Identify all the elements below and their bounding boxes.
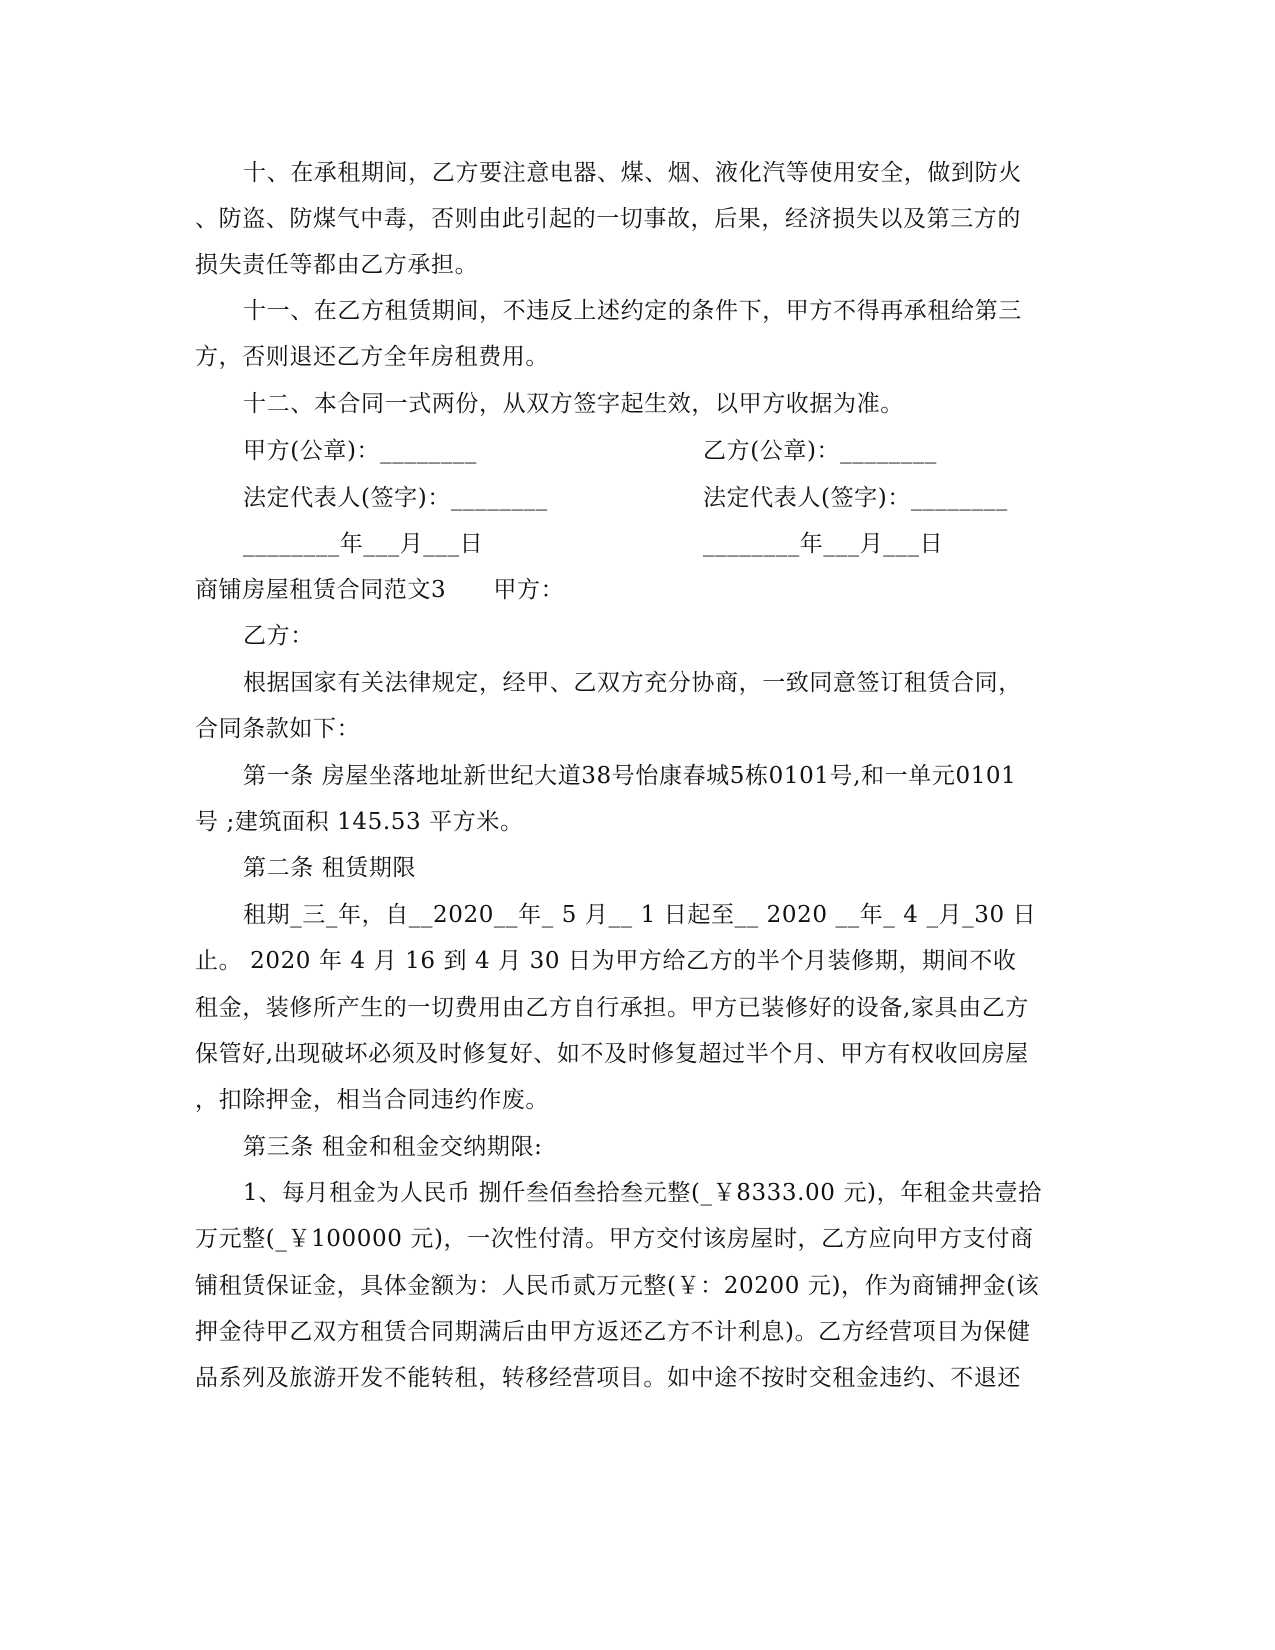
article-2-line-1: 租期_三_年，自__2020__年_ 5 月__ 1 日起至__ 2020 __年_ 4 _月_30 日 xyxy=(243,902,1037,928)
article-3-line-1: 1、每月租金为人民币 捌仟叁佰叁拾叁元整(_￥8333.00 元)，年租金共壹拾 xyxy=(243,1180,1042,1206)
article-3-line-4: 押金待甲乙双方租赁合同期满后由甲方返还乙方不计利息)。乙方经营项目为保健 xyxy=(195,1319,1031,1345)
clause-11-line-1: 十一、在乙方租赁期间，不违反上述约定的条件下，甲方不得再承租给第三 xyxy=(243,298,1022,324)
party-b-seal-field: 乙方(公章)：________ xyxy=(703,438,937,464)
party-b-date-field: ________年___月___日 xyxy=(703,531,944,557)
article-3-line-3: 铺租赁保证金，具体金额为：人民币贰万元整(￥：20200 元)，作为商铺押金(该 xyxy=(195,1273,1040,1299)
party-a-representative-field: 法定代表人(签字)：________ xyxy=(243,485,548,511)
party-a-date-field: ________年___月___日 xyxy=(243,531,484,557)
party-b-representative-field: 法定代表人(签字)：________ xyxy=(703,485,1008,511)
article-2-line-4: 保管好,出现破坏必须及时修复好、如不及时修复超过半个月、甲方有权收回房屋 xyxy=(195,1041,1029,1067)
article-3-title: 第三条 租金和租金交纳期限: xyxy=(243,1134,543,1160)
party-a-seal-field: 甲方(公章)：________ xyxy=(243,438,477,464)
article-2-line-5: ，扣除押金，相当合同违约作废。 xyxy=(195,1087,549,1113)
clause-10-line-3: 损失责任等都由乙方承担。 xyxy=(195,252,479,278)
article-2-title: 第二条 租赁期限 xyxy=(243,855,417,881)
article-3-line-5: 品系列及旅游开发不能转租，转移经营项目。如中途不按时交租金违约、不退还 xyxy=(195,1365,1021,1391)
contract-3-intro-line-2: 合同条款如下： xyxy=(195,716,361,742)
article-3-line-2: 万元整(_￥100000 元)，一次性付清。甲方交付该房屋时，乙方应向甲方支付商 xyxy=(195,1226,1034,1252)
clause-10-line-1: 十、在承租期间，乙方要注意电器、煤、烟、液化汽等使用安全，做到防火 xyxy=(243,160,1022,186)
clause-11-line-2: 方，否则退还乙方全年房租费用。 xyxy=(195,344,549,370)
article-2-line-3: 租金，装修所产生的一切费用由乙方自行承担。甲方已装修好的设备,家具由乙方 xyxy=(195,995,1029,1021)
contract-3-intro-line-1: 根据国家有关法律规定，经甲、乙双方充分协商，一致同意签订租赁合同， xyxy=(243,670,1022,696)
article-2-line-2: 止。 2020 年 4 月 16 到 4 月 30 日为甲方给乙方的半个月装修期，期间不收 xyxy=(195,948,1017,974)
contract-3-party-b: 乙方： xyxy=(243,623,314,649)
clause-10-line-2: 、防盗、防煤气中毒，否则由此引起的一切事故，后果，经济损失以及第三方的 xyxy=(195,206,1021,232)
article-1-line-2: 号 ;建筑面积 145.53 平方米。 xyxy=(195,809,524,835)
contract-3-heading: 商铺房屋租赁合同范文3 甲方： xyxy=(195,577,565,603)
clause-12: 十二、本合同一式两份，从双方签字起生效，以甲方收据为准。 xyxy=(243,391,904,417)
article-1-line-1: 第一条 房屋坐落地址新世纪大道38号怡康春城5栋0101号,和一单元0101 xyxy=(243,763,1017,789)
